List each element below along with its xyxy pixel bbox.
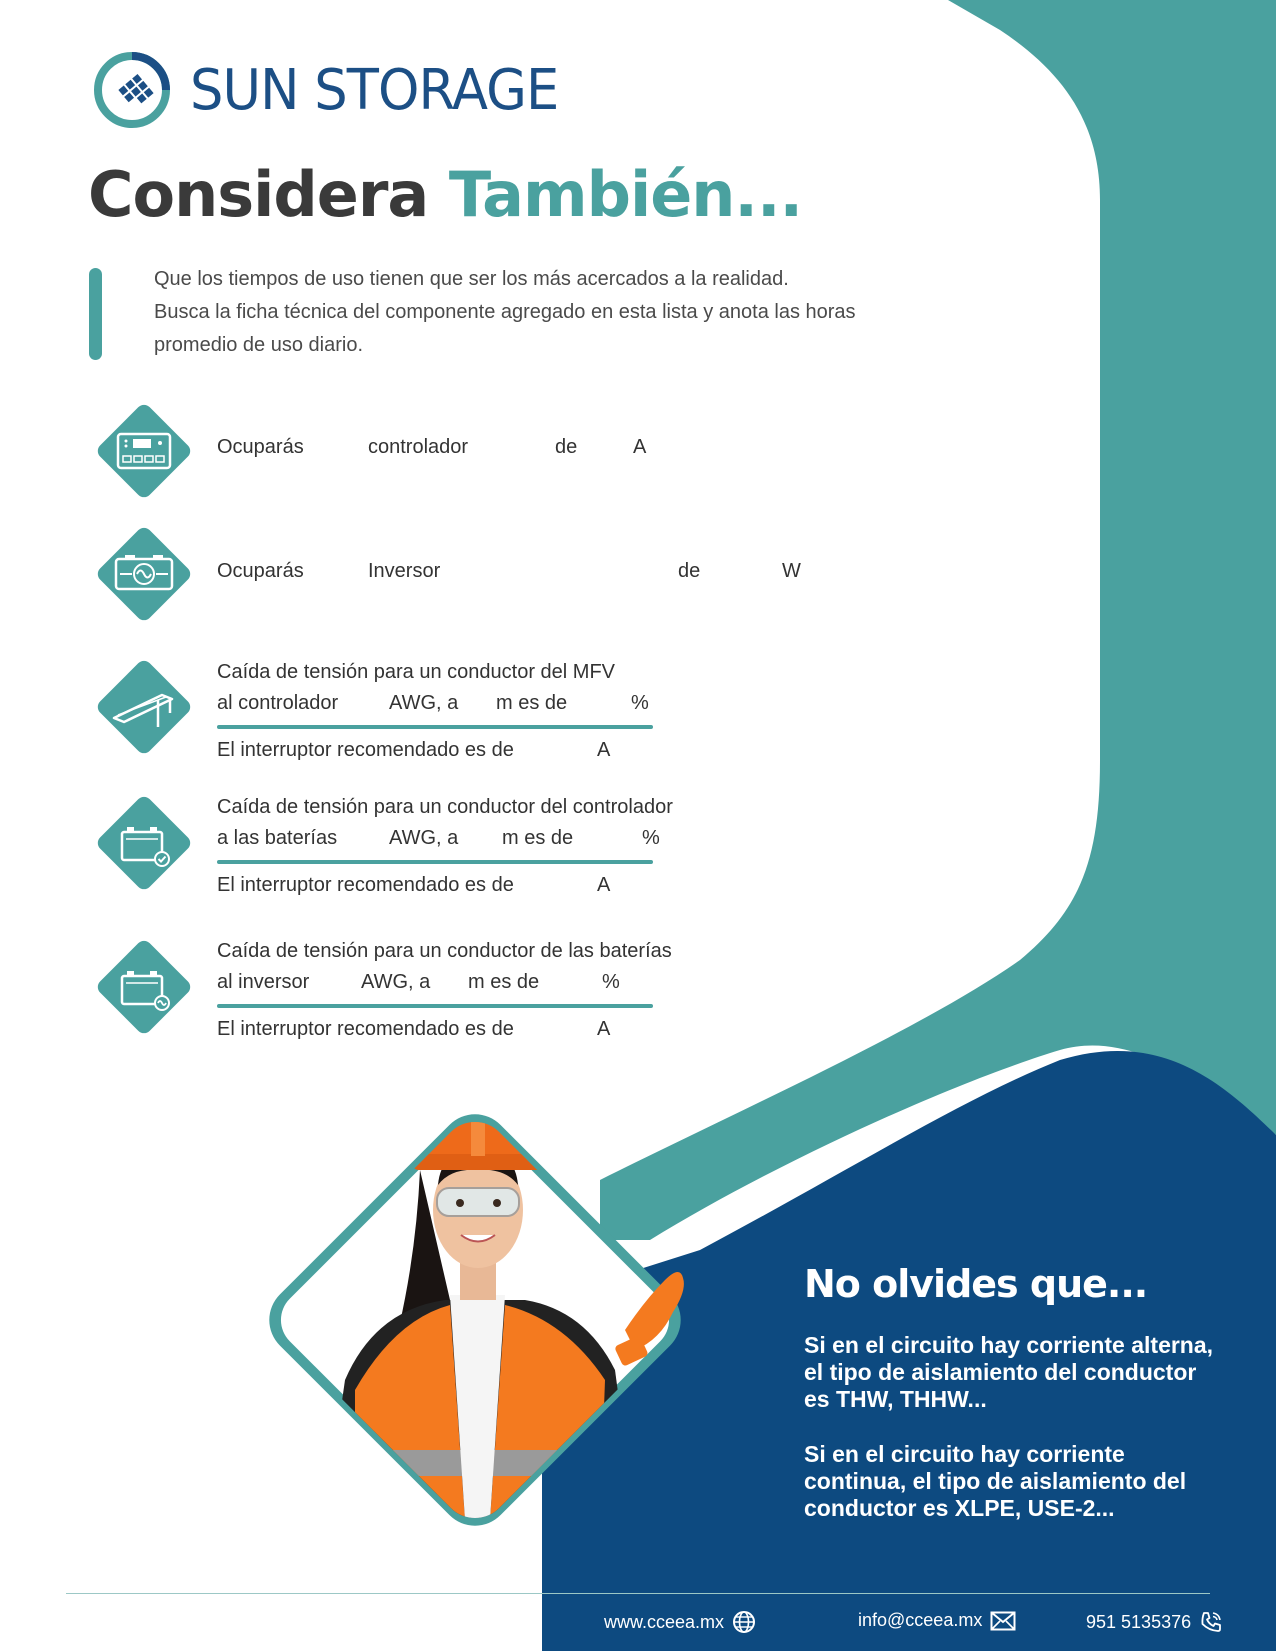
pv-segment-c: m es de (496, 692, 568, 714)
reminder-paragraph-2: Si en el circuito hay corriente continua, el tipo de aislamiento del conductor es XLPE, USE-2... (804, 1441, 1187, 1521)
controller-label-1: Ocuparás (217, 436, 304, 458)
battery-check-icon (92, 791, 196, 895)
globe-icon (732, 1610, 756, 1634)
page-title (88, 158, 802, 231)
intro-accent-bar (89, 268, 102, 360)
batt-inv-segment-a: al inversor (217, 971, 310, 993)
controller-label-3: de (555, 436, 578, 458)
batt-inv-line-1: Caída de tensión para un conductor de las baterías (217, 940, 672, 962)
phone-text[interactable]: 951 5135376 (1086, 1611, 1192, 1632)
title-word-1: Considera (88, 158, 429, 231)
intro-line-2: Busca la ficha técnica del componente agregado en esta lista y anota las horas (154, 301, 856, 323)
ctrl-batt-percent: % (642, 827, 660, 849)
pv-segment-a: al controlador (217, 692, 339, 714)
pv-percent: % (631, 692, 649, 714)
intro-line-3: promedio de uso diario. (154, 334, 364, 356)
email-text[interactable]: info@cceea.mx (858, 1610, 983, 1630)
inverter-unit: W (782, 560, 801, 582)
footer-divider (66, 1593, 1210, 1594)
reminder-title: No olvides que... (804, 1262, 1148, 1306)
footer-website[interactable] (604, 1610, 756, 1634)
footer-email[interactable] (858, 1610, 1016, 1631)
batt-inv-divider (217, 1004, 653, 1008)
pv-segment-b: AWG, a (389, 692, 459, 714)
inverter-label-2: Inversor (368, 560, 441, 582)
footer-phone[interactable] (1086, 1610, 1223, 1634)
battery-ac-icon (92, 935, 196, 1039)
ctrl-batt-divider (217, 860, 653, 864)
pv-breaker-unit: A (597, 739, 611, 761)
pv-breaker-text: El interruptor recomendado es de (217, 739, 514, 761)
batt-inv-breaker-unit: A (597, 1018, 611, 1040)
inverter-label-3: de (678, 560, 701, 582)
website-text[interactable]: www.cceea.mx (604, 1611, 725, 1632)
ctrl-batt-breaker-text: El interruptor recomendado es de (217, 874, 514, 896)
ctrl-batt-segment-b: AWG, a (389, 827, 459, 849)
ctrl-batt-line-1: Caída de tensión para un conductor del controlador (217, 796, 673, 818)
inverter-label-1: Ocuparás (217, 560, 304, 582)
worker-photo (205, 1050, 745, 1590)
controller-label-2: controlador (368, 436, 469, 458)
solar-panel-icon (92, 655, 196, 759)
ctrl-batt-segment-c: m es de (502, 827, 574, 849)
inverter-icon (92, 522, 196, 626)
reminder-paragraph-1: Si en el circuito hay corriente alterna, el tipo de aislamiento del conductor es THW, THHW... (804, 1332, 1214, 1412)
batt-inv-segment-c: m es de (468, 971, 540, 993)
controller-unit: A (633, 436, 647, 458)
pv-divider (217, 725, 653, 729)
brand-name: SUN STORAGE (190, 58, 559, 123)
intro-text (154, 263, 954, 362)
ctrl-batt-segment-a: a las baterías (217, 827, 338, 849)
sun-storage-logo-icon (92, 50, 172, 130)
pv-line-1: Caída de tensión para un conductor del MFV (217, 661, 616, 683)
envelope-icon (990, 1611, 1016, 1631)
phone-icon (1199, 1610, 1223, 1634)
charge-controller-icon (92, 399, 196, 503)
intro-line-1: Que los tiempos de uso tienen que ser los más acercados a la realidad. (154, 268, 789, 290)
batt-inv-segment-b: AWG, a (361, 971, 431, 993)
ctrl-batt-breaker-unit: A (597, 874, 611, 896)
batt-inv-breaker-text: El interruptor recomendado es de (217, 1018, 514, 1040)
batt-inv-percent: % (602, 971, 620, 993)
title-word-2: También... (448, 158, 803, 231)
